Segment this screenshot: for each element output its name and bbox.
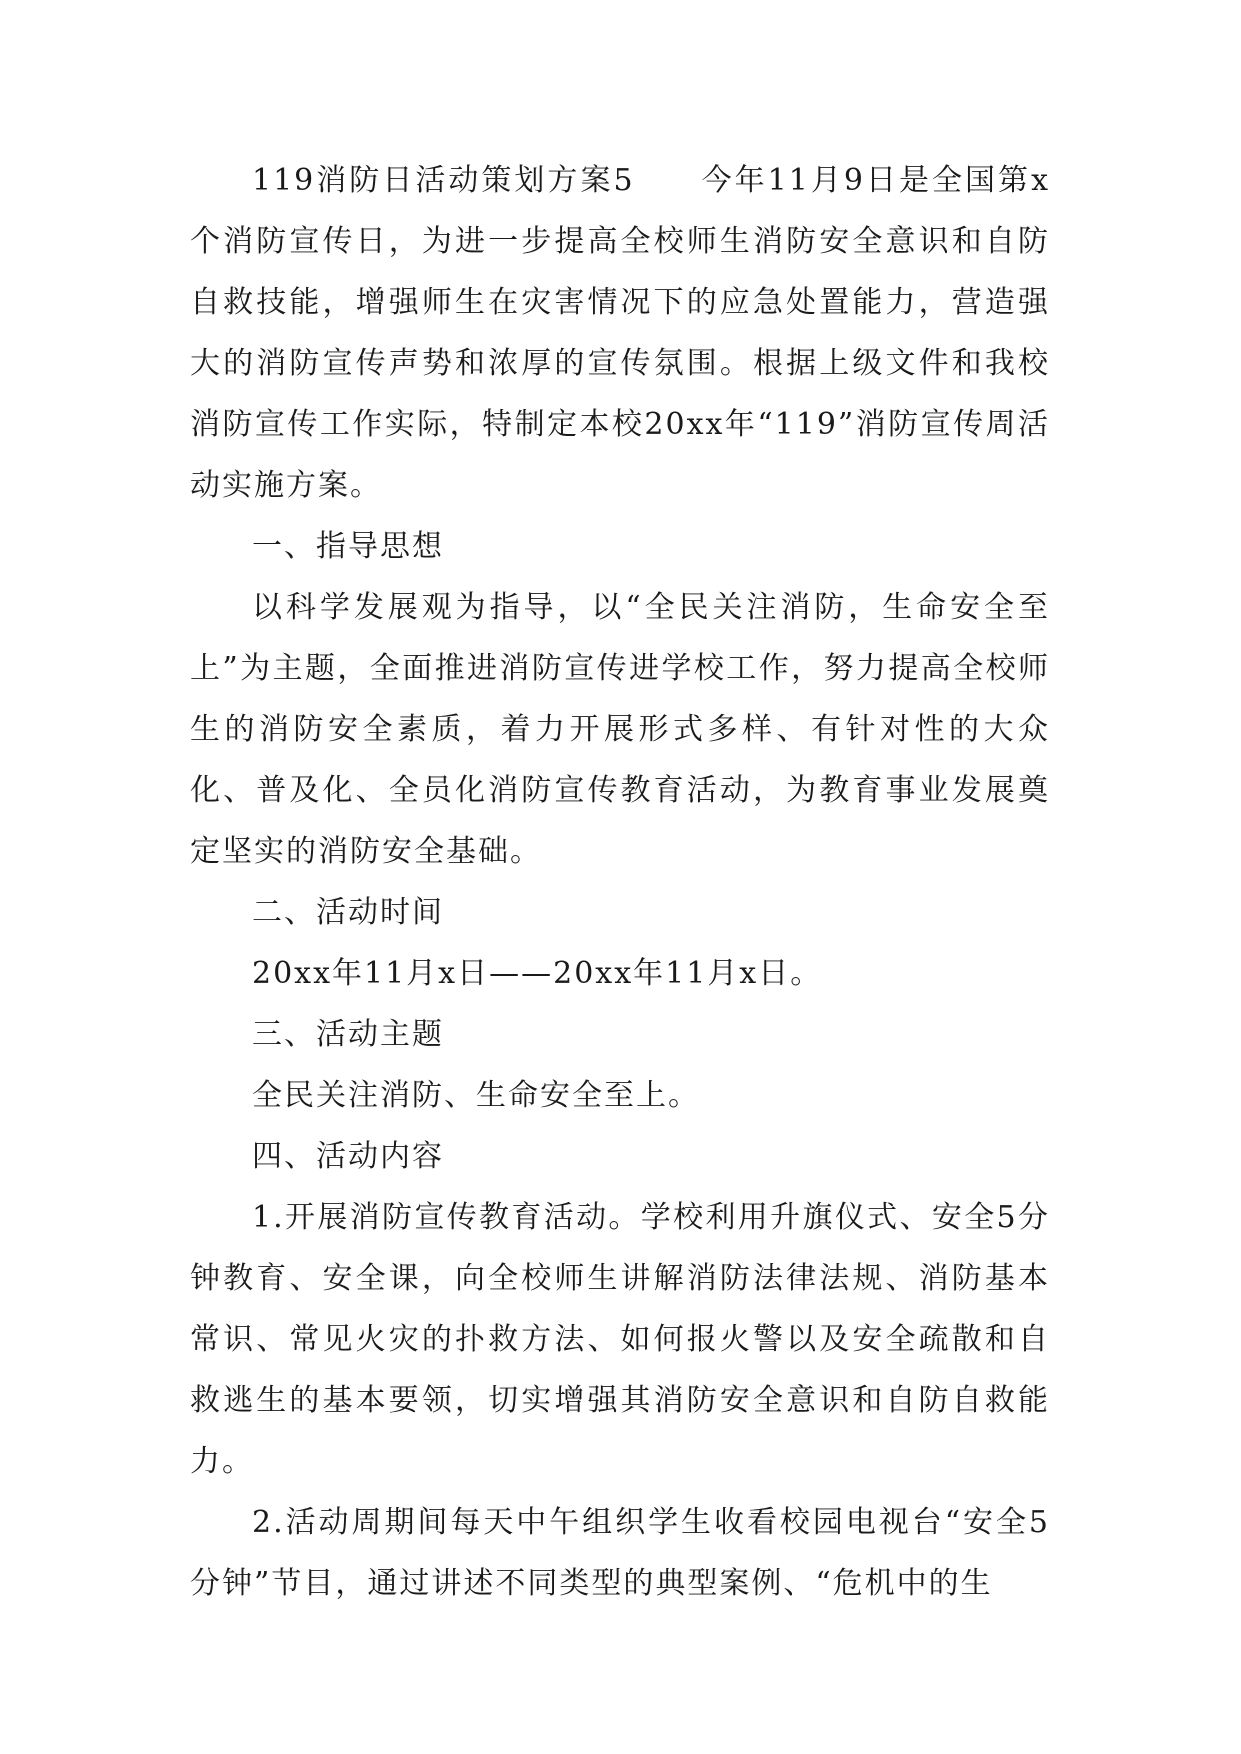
intro-paragraph: 119消防日活动策划方案5 今年11月9日是全国第x个消防宣传日，为进一步提高全校师生消防安全意识和自防自救技能，增强师生在灾害情况下的应急处置能力，营造强大的消防宣传声势和浓厚的宣传氛围。根据上级文件和我校消防宣传工作实际，特制定本校20xx年“119”消防宣传周活动实施方案。 [190, 163, 1050, 503]
activity-content-item-1: 1.开展消防宣传教育活动。学校利用升旗仪式、安全5分钟教育、安全课，向全校师生讲解消防法律法规、消防基本常识、常见火灾的扑救方法、如何报火警以及安全疏散和自救逃生的基本要领，切实增强其消防安全意识和自防自救能力。 [190, 1200, 1050, 1479]
section-heading-activity-theme: 三、活动主题 [252, 1017, 444, 1052]
activity-theme-paragraph: 全民关注消防、生命安全至上。 [252, 1078, 700, 1113]
document-page [190, 150, 1050, 1614]
section-heading-guiding-ideology: 一、指导思想 [252, 529, 444, 564]
activity-content-item-2: 2.活动周期间每天中午组织学生收看校园电视台“安全5分钟”节目，通过讲述不同类型的典型案例、“危机中的生 [190, 1505, 1050, 1601]
activity-time-paragraph: 20xx年11月x日——20xx年11月x日。 [252, 956, 823, 991]
section-heading-activity-time: 二、活动时间 [252, 895, 444, 930]
section-heading-activity-content: 四、活动内容 [252, 1139, 444, 1174]
guiding-ideology-paragraph: 以科学发展观为指导，以“全民关注消防，生命安全至上”为主题，全面推进消防宣传进学校工作，努力提高全校师生的消防安全素质，着力开展形式多样、有针对性的大众化、普及化、全员化消防宣传教育活动，为教育事业发展奠定坚实的消防安全基础。 [190, 590, 1050, 869]
